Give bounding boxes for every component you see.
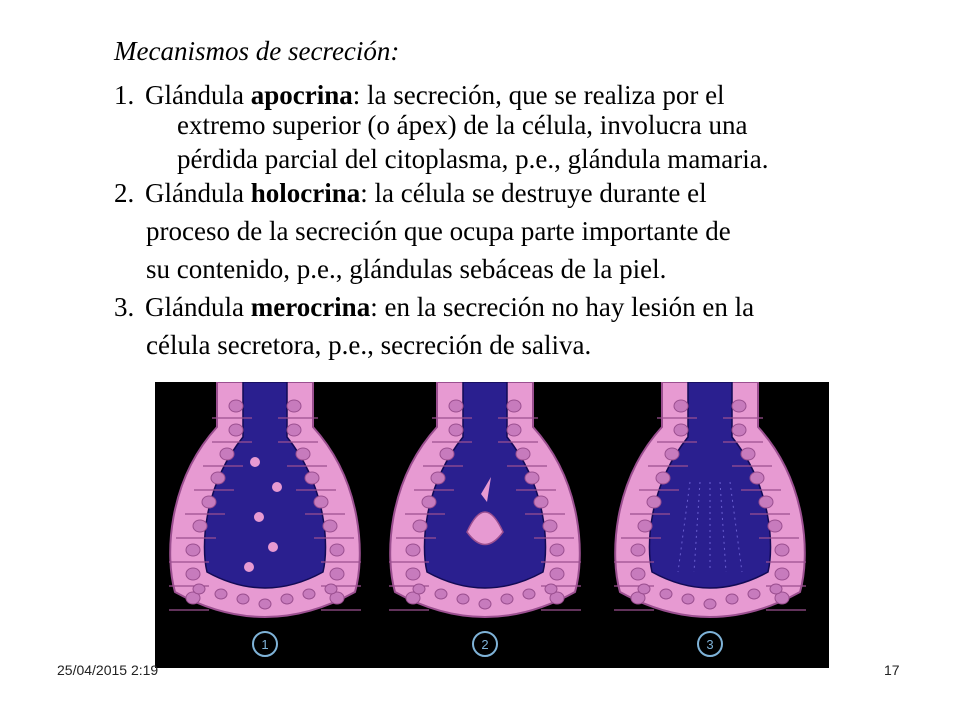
cell-nucleus <box>704 599 716 609</box>
cell-nucleus <box>449 424 463 436</box>
cell-nucleus <box>314 496 328 508</box>
page-number: 17 <box>884 662 900 678</box>
cell-nucleus <box>665 448 679 460</box>
cell-nucleus <box>413 520 427 532</box>
cell-nucleus <box>726 594 738 604</box>
cell-nucleus <box>501 594 513 604</box>
cell-nucleus <box>775 544 789 556</box>
cell-nucleus <box>186 568 200 580</box>
cell-nucleus <box>732 424 746 436</box>
cell-nucleus <box>770 584 782 594</box>
cell-nucleus <box>507 424 521 436</box>
cell-nucleus <box>732 400 746 412</box>
cell-nucleus <box>523 589 535 599</box>
cell-nucleus <box>674 424 688 436</box>
cell-nucleus <box>507 400 521 412</box>
cell-nucleus <box>631 544 645 556</box>
apocrine-droplet <box>272 482 282 492</box>
cell-nucleus <box>479 599 491 609</box>
cell-nucleus <box>406 544 420 556</box>
cell-nucleus <box>647 496 661 508</box>
item-line1: : la secreción, que se realiza por el <box>352 80 725 110</box>
cell-nucleus <box>281 594 293 604</box>
cell-nucleus <box>431 472 445 484</box>
cell-nucleus <box>440 448 454 460</box>
cell-nucleus <box>516 448 530 460</box>
cell-nucleus <box>638 584 650 594</box>
cell-nucleus <box>631 568 645 580</box>
cell-nucleus <box>748 589 760 599</box>
cell-nucleus <box>202 496 216 508</box>
slide-title: Mecanismos de secreción: <box>114 36 400 66</box>
item-line2: extremo superior (o ápex) de la célula, involucra una <box>177 110 748 140</box>
list-item-holocrina <box>114 176 731 284</box>
cell-nucleus <box>525 472 539 484</box>
list-item-merocrina <box>114 290 755 360</box>
item-term: apocrina <box>250 80 353 110</box>
cell-nucleus <box>534 496 548 508</box>
cell-nucleus <box>674 400 688 412</box>
cell-nucleus <box>296 448 310 460</box>
cell-nucleus <box>259 599 271 609</box>
cell-nucleus <box>660 589 672 599</box>
cell-nucleus <box>406 568 420 580</box>
cell-nucleus <box>741 448 755 460</box>
cell-nucleus <box>229 400 243 412</box>
cell-nucleus <box>287 424 301 436</box>
cell-nucleus <box>323 520 337 532</box>
item-line1: : en la secreción no hay lesión en la <box>370 292 755 322</box>
cell-nucleus <box>287 400 301 412</box>
cell-nucleus <box>435 589 447 599</box>
item-line2: proceso de la secreción que ocupa parte importante de <box>146 216 731 246</box>
figure-label: 2 <box>481 637 489 652</box>
cell-nucleus <box>330 544 344 556</box>
cell-nucleus <box>656 472 670 484</box>
cell-nucleus <box>449 400 463 412</box>
item-prefix: Glándula <box>145 80 251 110</box>
list-item-apocrina <box>114 78 769 174</box>
cell-nucleus <box>422 496 436 508</box>
apocrine-droplet <box>244 562 254 572</box>
item-term: holocrina <box>250 178 361 208</box>
footer-date: 25/04/2015 2:19 <box>57 662 159 678</box>
item-prefix: Glándula <box>145 292 251 322</box>
cell-nucleus <box>550 568 564 580</box>
cell-nucleus <box>229 424 243 436</box>
cell-nucleus <box>759 496 773 508</box>
cell-nucleus <box>545 584 557 594</box>
cell-nucleus <box>220 448 234 460</box>
item-line3: su contenido, p.e., glándulas sebáceas de la piel. <box>146 254 667 284</box>
cell-nucleus <box>237 594 249 604</box>
item-line1: : la célula se destruye durante el <box>360 178 707 208</box>
item-prefix: Glándula <box>145 178 251 208</box>
cell-nucleus <box>457 594 469 604</box>
cell-nucleus <box>325 584 337 594</box>
apocrine-droplet <box>268 542 278 552</box>
glands-svg <box>155 382 829 668</box>
apocrine-droplet <box>254 512 264 522</box>
cell-nucleus <box>193 520 207 532</box>
cell-nucleus <box>193 584 205 594</box>
cell-nucleus <box>211 472 225 484</box>
item-line3: pérdida parcial del citoplasma, p.e., glándula mamaria. <box>177 144 769 174</box>
item-number: 3. <box>114 292 135 322</box>
cell-nucleus <box>768 520 782 532</box>
cell-nucleus <box>330 568 344 580</box>
cell-nucleus <box>682 594 694 604</box>
cell-nucleus <box>305 472 319 484</box>
apocrine-droplet <box>250 457 260 467</box>
cell-nucleus <box>543 520 557 532</box>
figure-label: 3 <box>706 637 714 652</box>
item-line2: célula secretora, p.e., secreción de saliva. <box>146 330 592 360</box>
item-term: merocrina <box>250 292 371 322</box>
cell-nucleus <box>186 544 200 556</box>
cell-nucleus <box>303 589 315 599</box>
item-number: 1. <box>114 80 135 110</box>
figure-label: 1 <box>261 637 269 652</box>
glands-illustration <box>155 382 829 668</box>
cell-nucleus <box>413 584 425 594</box>
cell-nucleus <box>215 589 227 599</box>
item-number: 2. <box>114 178 135 208</box>
cell-nucleus <box>775 568 789 580</box>
cell-nucleus <box>750 472 764 484</box>
cell-nucleus <box>638 520 652 532</box>
cell-nucleus <box>550 544 564 556</box>
